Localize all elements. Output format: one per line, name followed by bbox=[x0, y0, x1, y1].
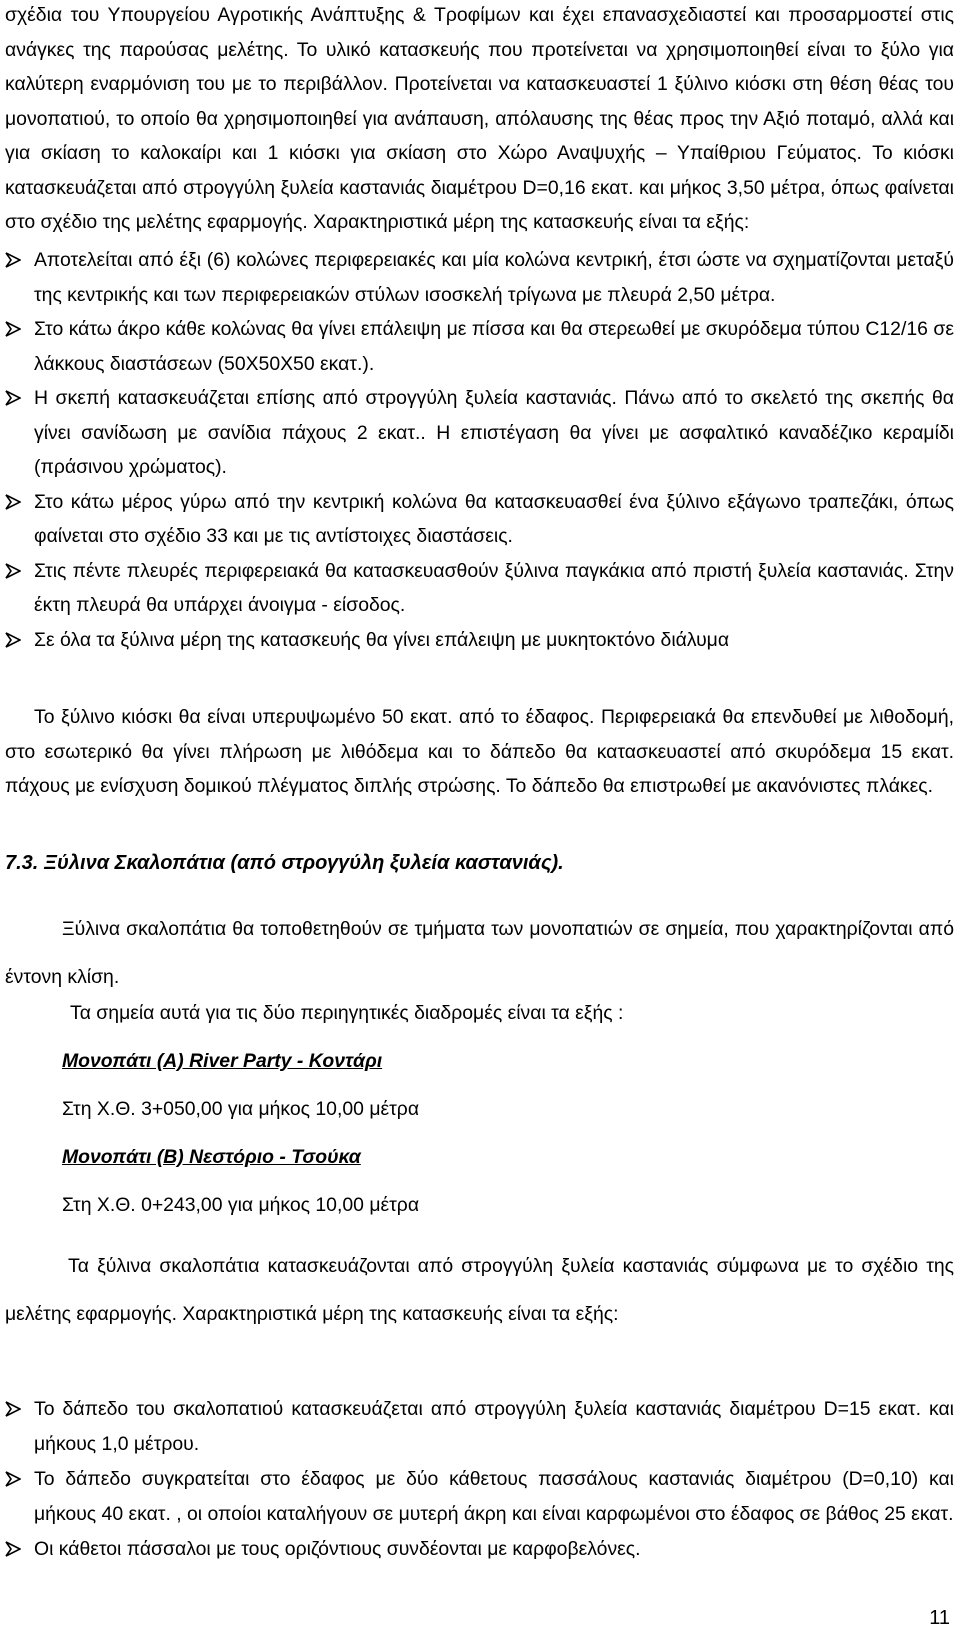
bullet-text: Το δάπεδο συγκρατείται στο έδαφος με δύο κάθετους πασσάλους καστανιάς διαμέτρου (D=0,10) και μήκους 40 εκατ. , οι οποίοι καταλήγουν σε μυτερή άκρη και είναι καρφωμένοι στο έδαφος σε βάθος 25 εκατ. bbox=[34, 1468, 954, 1525]
list-item bbox=[5, 381, 954, 485]
bullet-text: Στο κάτω άκρο κάθε κολώνας θα γίνει επάλειψη με πίσσα και θα στερεωθεί με σκυρόδεμα τύπου C12/16 σε λάκκους διαστάσεων (50Χ50Χ50 εκατ.). bbox=[34, 318, 954, 375]
list-item bbox=[5, 312, 954, 381]
steps-construction-paragraph: Τα ξύλινα σκαλοπάτια κατασκευάζονται από στρογγύλη ξυλεία καστανιάς σύμφωνα με το σχέδιο της μελέτης εφαρμογής. Χαρακτηριστικά μέρη της κατασκευής είναι τα εξής: bbox=[5, 1255, 954, 1325]
arrow-bullet-icon bbox=[5, 1392, 27, 1417]
kiosk-closing-paragraph: Το ξύλινο κιόσκι θα είναι υπερυψωμένο 50 εκατ. από το έδαφος. Περιφερειακά θα επενδυθεί με λιθοδομή, στο εσωτερικό θα γίνει πλήρωση με λιθόδεμα και το δάπεδο θα κατασκευαστεί από σκυρόδεμα 15 εκατ. πάχους με ενίσχυση δομικού πλέγματος διπλής στρώσης. Το δάπεδο θα επιστρωθεί με ακανόνιστες πλάκες. bbox=[5, 706, 954, 797]
arrow-bullet-icon bbox=[5, 1462, 27, 1487]
arrow-bullet-icon bbox=[5, 554, 27, 579]
arrow-bullet-icon bbox=[5, 312, 27, 337]
arrow-bullet-icon bbox=[5, 381, 27, 406]
bullet-text: Το δάπεδο του σκαλοπατιού κατασκευάζεται από στρογγύλη ξυλεία καστανιάς διαμέτρου D=15 εκατ. και μήκους 1,0 μέτρου. bbox=[34, 1398, 954, 1455]
section-heading: 7.3. Ξύλινα Σκαλοπάτια (από στρογγύλη ξυλεία καστανιάς). bbox=[5, 852, 564, 874]
bullet-text: Στο κάτω μέρος γύρω από την κεντρική κολώνα θα κατασκευασθεί ένα ξύλινο εξάγωνο τραπεζάκι, όπως φαίνεται στο σχέδιο 33 και με τις αντίστοιχες διαστάσεις. bbox=[34, 490, 954, 547]
list-item bbox=[5, 1392, 954, 1462]
steps-intro-paragraph: Ξύλινα σκαλοπάτια θα τοποθετηθούν σε τμήματα των μονοπατιών σε σημεία, που χαρακτηρίζονται από έντονη κλίση. bbox=[5, 918, 954, 988]
bullet-text: Στις πέντε πλευρές περιφερειακά θα κατασκευασθούν ξύλινα παγκάκια από πριστή ξυλεία καστανιάς. Στην έκτη πλευρά θα υπάρχει άνοιγμα - είσοδος. bbox=[34, 559, 954, 616]
steps-bullet-list bbox=[5, 1392, 954, 1567]
list-item bbox=[5, 623, 954, 658]
list-item bbox=[5, 554, 954, 623]
route-a-location: Στη Χ.Θ. 3+050,00 για μήκος 10,00 μέτρα bbox=[62, 1098, 420, 1120]
intro-paragraph: σχέδια του Υπουργείου Αγροτικής Ανάπτυξης & Τροφίμων και έχει επανασχεδιαστεί και προσαρμοστεί στις ανάγκες της παρούσας μελέτης. Το υλικό κατασκευής που προτείνεται να χρησιμοποιηθεί είναι το ξύλο για καλύτερη εναρμόνιση του με το περιβάλλον. Προτείνεται να κατασκευαστεί 1 ξύλινο κιόσκι στη θέση θέας του μονοπατιού, το οποίο θα χρησιμοποιηθεί για ανάπαυση, απόλαυσης της θέας προς την Αξιό ποταμό, αλλά και για σκίαση το καλοκαίρι και 1 κιόσκι για σκίαση στο Χώρο Αναψυχής – Υπαίθριου Γεύματος. Το κιόσκι κατασκευάζεται από στρογγύλη ξυλεία καστανιάς διαμέτρου D=0,16 εκατ. και μήκος 3,50 μέτρα, όπως φαίνεται στο σχέδιο της μελέτης εφαρμογής. Χαρακτηριστικά μέρη της κατασκευής είναι τα εξής: bbox=[5, 4, 954, 233]
bullet-text: Σε όλα τα ξύλινα μέρη της κατασκευής θα γίνει επάλειψη με μυκητοκτόνο διάλυμα bbox=[34, 628, 730, 651]
route-b-title: Μονοπάτι (Β) Νεστόριο - Τσούκα bbox=[62, 1146, 361, 1168]
route-b-location: Στη Χ.Θ. 0+243,00 για μήκος 10,00 μέτρα bbox=[62, 1194, 420, 1216]
list-item bbox=[5, 243, 954, 312]
bullet-text: Οι κάθετοι πάσσαλοι με τους οριζόντιους συνδέονται με καρφοβελόνες. bbox=[34, 1538, 641, 1560]
kiosk-bullet-list bbox=[5, 243, 954, 657]
bullet-text: Αποτελείται από έξι (6) κολώνες περιφερειακές και μία κολώνα κεντρική, έτσι ώστε να σχηματίζονται μεταξύ της κεντρικής και των περιφερειακών στύλων ισοσκελή τρίγωνα με πλευρά 2,50 μέτρα. bbox=[34, 249, 954, 306]
list-item bbox=[5, 1532, 954, 1567]
arrow-bullet-icon bbox=[5, 623, 27, 648]
points-intro: Τα σημεία αυτά για τις δύο περιηγητικές διαδρομές είναι τα εξής : bbox=[70, 1002, 624, 1024]
arrow-bullet-icon bbox=[5, 485, 27, 510]
route-a-title: Μονοπάτι (Α) River Party - Κοντάρι bbox=[62, 1050, 383, 1072]
bullet-text: Η σκεπή κατασκευάζεται επίσης από στρογγύλη ξυλεία καστανιάς. Πάνω από το σκελετό της σκεπής θα γίνει σανίδωση με σανίδια πάχους 2 εκατ.. Η επιστέγαση θα γίνει με ασφαλτικό καναδέζικο κεραμίδι (πράσινου χρώματος). bbox=[34, 387, 954, 478]
list-item bbox=[5, 485, 954, 554]
arrow-bullet-icon bbox=[5, 243, 27, 268]
page-number: 11 bbox=[929, 1607, 950, 1629]
arrow-bullet-icon bbox=[5, 1532, 27, 1557]
list-item bbox=[5, 1462, 954, 1532]
